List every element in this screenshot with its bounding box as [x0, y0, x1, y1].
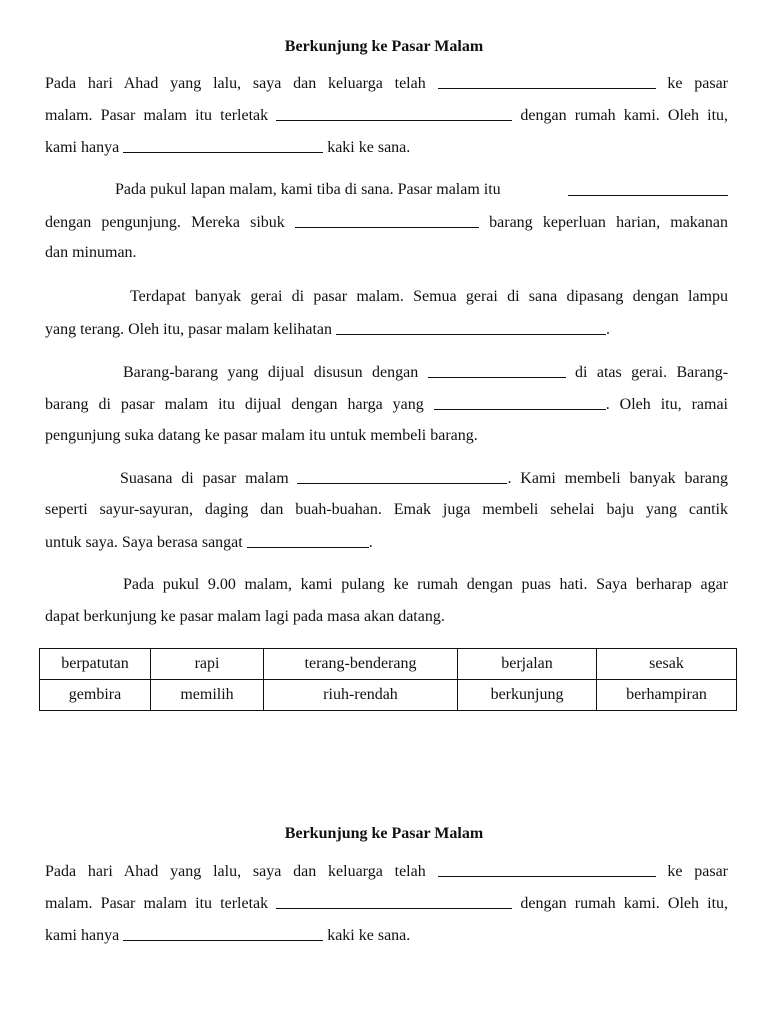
p2-line-3 [45, 243, 728, 263]
p1-copy-text: dengan rumah kami. Oleh itu, [520, 895, 729, 912]
p1-text: Pada hari Ahad yang lalu, saya dan keluarga telah [45, 75, 426, 92]
p6-line-2 [45, 607, 728, 627]
p1-copy-text: kaki ke sana. [327, 927, 411, 944]
p1-copy-text: ke pasar [667, 863, 729, 880]
blank-4[interactable] [568, 181, 728, 196]
p1-copy-text: kami hanya [45, 927, 120, 944]
blank-copy-1[interactable] [438, 862, 656, 877]
p3-line-2 [45, 319, 728, 340]
p1-text: dengan rumah kami. Oleh itu, [520, 107, 729, 124]
p4-text: barang di pasar malam itu dijual dengan harga yang [45, 396, 424, 413]
p1-line-3 [45, 137, 728, 158]
p5-text: untuk saya. Saya berasa sangat [45, 534, 243, 551]
p2-text: Pada pukul lapan malam, kami tiba di sana. Pasar malam itu [115, 181, 501, 198]
p5-text: . Kami membeli banyak barang [507, 470, 729, 487]
p1-copy-line-2 [45, 893, 728, 914]
p1-copy-text: Pada hari Ahad yang lalu, saya dan keluarga telah [45, 863, 426, 880]
p2-text: barang keperluan harian, makanan [489, 214, 728, 231]
p2-line-2 [45, 212, 728, 233]
blank-1[interactable] [438, 74, 656, 89]
p3-line-1 [130, 287, 728, 307]
p3-text: yang terang. Oleh itu, pasar malam kelihatan [45, 321, 333, 338]
word-cell: berjalan [458, 649, 597, 680]
word-cell: sesak [597, 649, 737, 680]
p1-copy-text: malam. Pasar malam itu terletak [45, 895, 269, 912]
p5-line-1 [120, 468, 728, 489]
word-cell: terang-benderang [264, 649, 458, 680]
p5-text: Suasana di pasar malam [120, 470, 289, 487]
word-cell: berkunjung [458, 680, 597, 711]
p3-text: . [606, 321, 611, 338]
p2-text: dengan pengunjung. Mereka sibuk [45, 214, 285, 231]
word-cell: memilih [151, 680, 264, 711]
blank-3[interactable] [123, 138, 323, 153]
p4-text: . Oleh itu, ramai [605, 396, 728, 413]
table-row [40, 649, 737, 680]
p6-text: dapat berkunjung ke pasar malam lagi pada masa akan datang. [45, 608, 445, 625]
table-row [40, 680, 737, 711]
worksheet-title: Berkunjung ke Pasar Malam [284, 38, 484, 55]
p1-text: ke pasar [667, 75, 729, 92]
p3-text: Terdapat banyak gerai di pasar malam. Semua gerai di sana dipasang dengan lampu [130, 288, 728, 305]
blank-copy-3[interactable] [123, 926, 323, 941]
blank-8[interactable] [434, 395, 606, 410]
p1-line-1 [45, 73, 728, 94]
word-bank-table [39, 648, 737, 711]
p4-text: di atas gerai. Barang- [575, 364, 729, 381]
p1-copy-line-1 [45, 861, 728, 882]
blank-copy-2[interactable] [276, 894, 512, 909]
p4-line-2 [45, 394, 728, 415]
p5-text: . [368, 534, 373, 551]
worksheet-title-copy: Berkunjung ke Pasar Malam [284, 825, 484, 842]
p5-line-3 [45, 532, 728, 553]
p1-line-2 [45, 105, 728, 126]
p1-text: kami hanya [45, 139, 120, 156]
blank-7[interactable] [428, 363, 566, 378]
blank-2[interactable] [276, 106, 512, 121]
p1-text: malam. Pasar malam itu terletak [45, 107, 269, 124]
blank-9[interactable] [297, 469, 507, 484]
word-cell: berhampiran [597, 680, 737, 711]
word-cell: berpatutan [40, 649, 151, 680]
word-cell: rapi [151, 649, 264, 680]
p4-line-3 [45, 426, 728, 446]
blank-10[interactable] [247, 533, 369, 548]
p1-text: kaki ke sana. [327, 139, 411, 156]
p5-line-2 [45, 500, 728, 520]
p4-text: Barang-barang yang dijual disusun dengan [123, 364, 419, 381]
word-cell: riuh-rendah [264, 680, 458, 711]
p1-copy-line-3 [45, 925, 728, 946]
p4-line-1 [123, 362, 728, 383]
blank-6[interactable] [336, 320, 606, 335]
blank-5[interactable] [295, 213, 479, 228]
p6-line-1 [123, 575, 728, 595]
p6-text: Pada pukul 9.00 malam, kami pulang ke rumah dengan puas hati. Saya berharap agar [123, 576, 728, 593]
p5-text: seperti sayur-sayuran, daging dan buah-buahan. Emak juga membeli sehelai baju yang cantik [45, 501, 728, 518]
p4-text: pengunjung suka datang ke pasar malam itu untuk membeli barang. [45, 427, 478, 444]
p2-line-1 [115, 180, 728, 200]
word-cell: gembira [40, 680, 151, 711]
p2-text: dan minuman. [45, 244, 137, 261]
